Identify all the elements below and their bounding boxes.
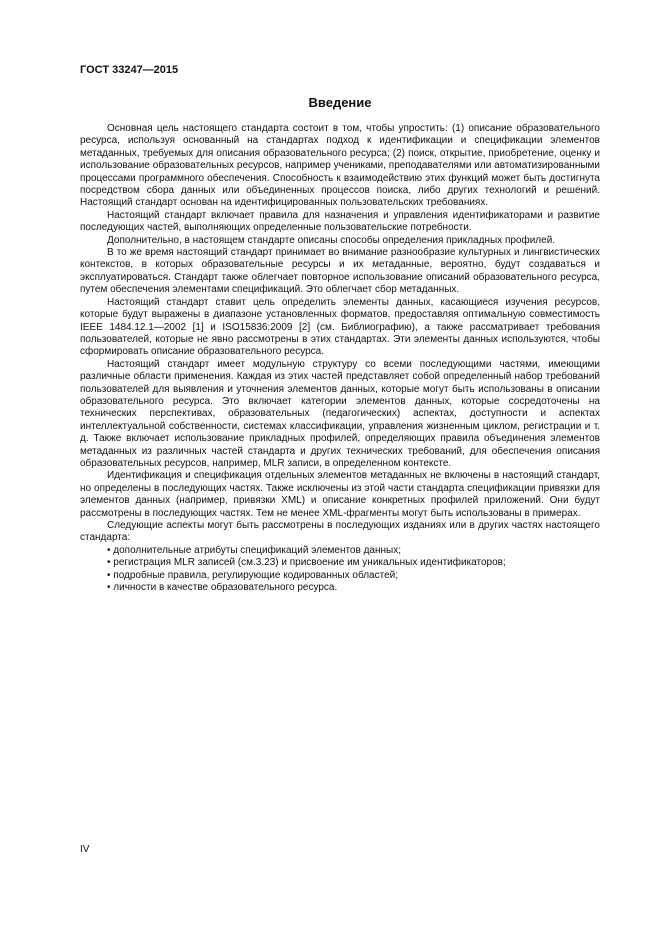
section-title: Введение <box>308 95 372 110</box>
bullet-list <box>80 545 600 595</box>
paragraph: Настоящий стандарт ставит цель определить элементы данных, касающиеся изучения ресурсов, которые будут выражены в диапазоне установленных форматов, предоставляя оптимальную совместимость IEEE 1484.12.1—2002 [1] и ISO15836:2009 [2] (см. Библиографию), а также рассматривает требования пользователей, которые не явно рассмотрены в этих стандартах. Эти элементы данных используются, чтобы сформировать описание образовательного ресурса. <box>80 296 600 358</box>
list-item: • подробные правила, регулирующие кодированных областей; <box>107 569 399 581</box>
paragraph: Следующие аспекты могут быть рассмотрены в последующих изданиях или в других частях настоящего стандарта: <box>80 520 600 544</box>
list-item: • регистрация MLR записей (см.3.23) и присвоение им уникальных идентификаторов; <box>107 557 506 569</box>
paragraph: Дополнительно, в настоящем стандарте описаны способы определения прикладных профилей. <box>107 234 556 246</box>
page-number: IV <box>80 844 90 855</box>
paragraph: Идентификация и спецификация отдельных элементов метаданных не включены в настоящий стандарт, но определены в последующих частях. Также исключены из этой части стандарта спецификации привязки для элементов данных (например, привязки XML) и описание конкретных профилей приложений. Они будут рассмотрены в последующих частях. Тем не менее XML-фрагменты могут быть использованы в примерах. <box>80 470 600 519</box>
body-text <box>80 123 600 594</box>
paragraph: Настоящий стандарт включает правила для назначения и управления идентификаторами и развитие последующих частей, выполняющих определенные пользовательские потребности. <box>80 209 600 234</box>
paragraph: В то же время настоящий стандарт принимает во внимание разнообразие культурных и лингвистических контекстов, в которых образовательные ресурсы и их метаданные, вероятно, будут создаваться и эксплуатироваться. Стандарт также облегчает повторное использование описаний образовательного ресурса, путем обеспечения элементами спецификаций. Это облегчает сбор метаданных. <box>80 247 600 296</box>
list-item: • дополнительные атрибуты спецификаций элементов данных; <box>107 544 401 556</box>
list-item: • личности в качестве образовательного ресурса. <box>107 582 338 594</box>
paragraph: Основная цель настоящего стандарта состоит в том, чтобы упростить: (1) описание образовательного ресурса, используя основанный на стандартах подход к идентификации и спецификации элементов метаданных, требуемых для описания образовательного ресурса; (2) поиск, открытие, приобретение, оценку и использование образовательных ресурсов, например учениками, преподавателями или автоматизированными процессами программного обеспечения. Способность к взаимодействию этих функций может быть достигнута посредством сбора данных или объединенных процессов поиска, либо других технологий и решений. Настоящий стандарт основан на идентифицированных пользовательских требованиях. <box>80 123 600 209</box>
document-header: ГОСТ 33247—2015 <box>80 64 179 76</box>
paragraph: Настоящий стандарт имеет модульную структуру со всеми последующими частями, имеющими различные области применения. Каждая из этих частей представляет собой определенный набор требований пользователей для выявления и уточнения элементов данных, которые могут быть использованы в описании образовательного ресурса. Это включает категории элементов данных, которые сосредоточены на технических перспективах, образовательных (педагогических) аспектах, доступности и аспектах интеллектуальной собственности, системах классификации, управления жизненным циклом, регистрации и т. д. Также включает использование прикладных профилей, определяющих правила объединения элементов метаданных из различных частей стандарта и других технических требований, для обеспечения описания образовательных ресурсов, например, MLR записи, в определенном контексте. <box>80 358 600 469</box>
